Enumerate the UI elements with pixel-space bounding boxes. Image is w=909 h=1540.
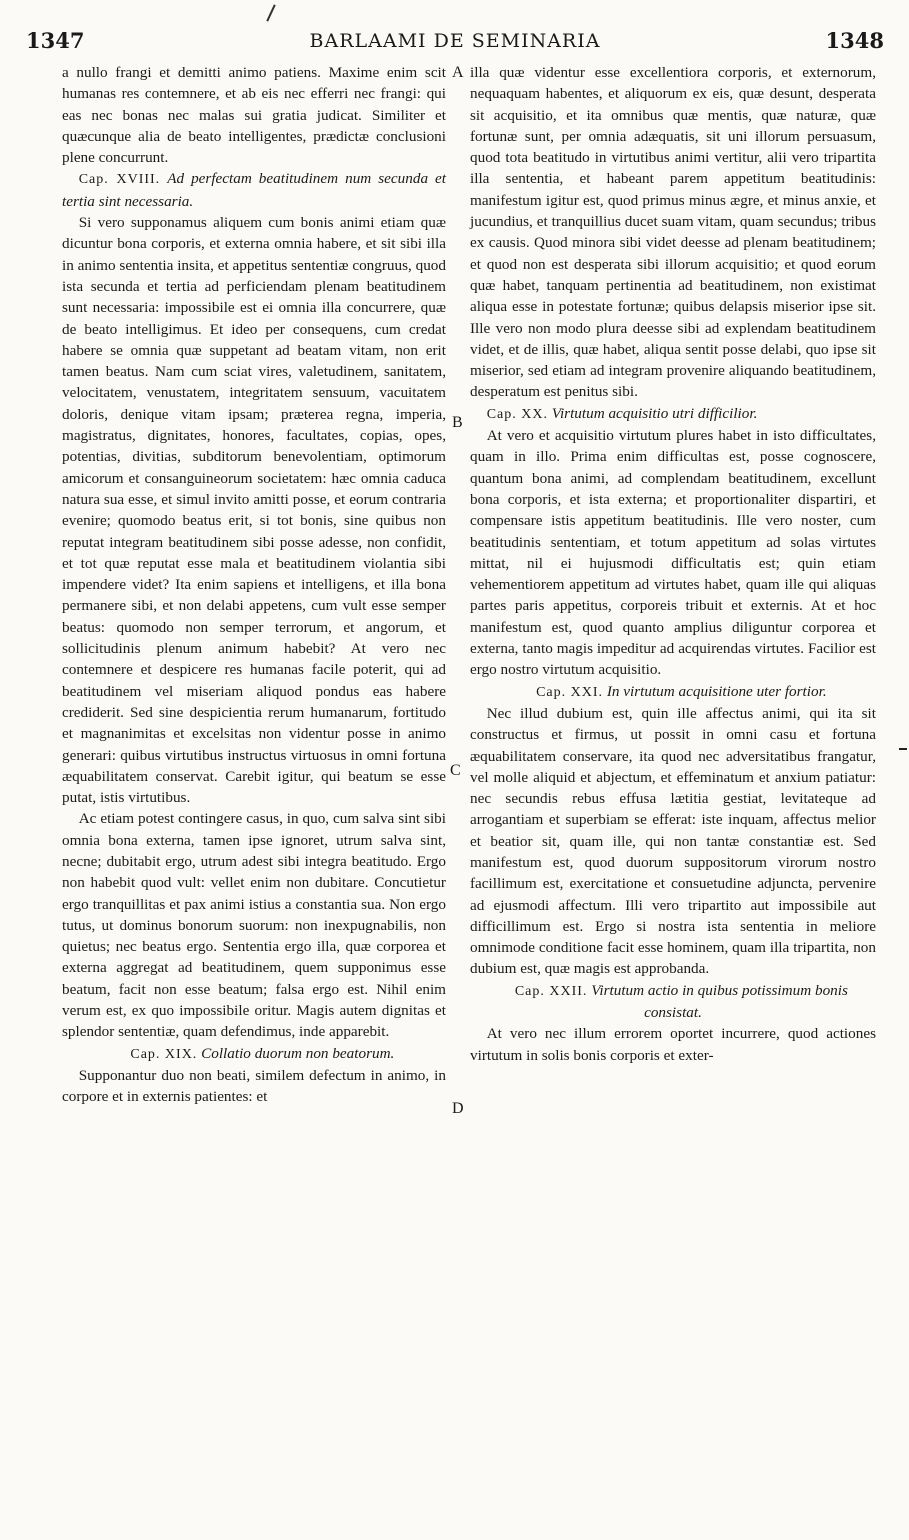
chapter-title: Virtutum actio in quibus potissimum bonis consistat. (591, 981, 848, 1022)
chapter-label: Cap. XXII. (514, 983, 588, 999)
margin-letter-b: B (452, 414, 463, 431)
margin-letter-d: D (452, 1100, 464, 1117)
chapter-title: Collatio duorum non beatorum. (201, 1044, 395, 1062)
paragraph: a nullo frangi et demitti animo patiens. Maxime enim scit humanas res contemnere, et ab eis nec efferri nec frangi: qui eas nec bonas nec malas sui gratia judicat. Similiter et quæcunque alia de beato intelligentes, prædictæ conclusioni plene concurrunt. (62, 64, 446, 167)
chapter-title: Virtutum acquisitio utri difficilior. (551, 404, 758, 422)
chapter-label: Cap. XIX. (130, 1046, 198, 1062)
chapter-label: Cap. XVIII. (78, 172, 161, 188)
right-column (470, 62, 876, 1066)
paragraph: At vero et acquisitio virtutum plures habet in isto difficultates, quam in illo. Prima enim difficultas est, posse cognoscere, quantum bona animi, ad complendam beatitudinem, excellunt bona corporis, et ista externa; et proportionaliter dispartiri, et compensare istis appetitum beatitudinis. Ille vero noster, cum beatitudinis sententiam, et totum appetitum ad solas virtutes mittat, nil ei hujusmodi difficultatis est; quin etiam vehementiorem appetitum ad virtutes habet, quam ille qui aliquas partes paris appetitus, corporeis tribuit et externis. At et hoc manifestum est, quod quanto amplius diliguntur corporea et externa, tanto magis impeditur ad acquirendas virtutes. Facilior est ergo nostro virtutum acquisitio. (470, 427, 876, 679)
margin-dash (899, 748, 907, 750)
paragraph: Si vero supponamus aliquem cum bonis animi etiam quæ dicuntur bona corporis, et externa omnia habere, et sit sibi illa in animo sententia insita, et appetitus sententiæ congruus, quod ista secunda et tertia ad perficiendam plenam beatitudinem sunt necessaria: impossibile est ei omnia illa concurrere, quæ de beato intelligimus. Et ideo per consequens, cum credat habere se omnia quæ suppetant ad beatam vitam, non erit tamen beatus. Nam cum sciat vires, valetudinem, sanitatem, velocitatem, venustatem, integritatem sensuum, vacuitatem doloris, denique vitam ipsam; præterea regna, imperia, magistratus, dignitates, honores, facultates, copias, opes, potentias, divitias, subditorum benevolentiam, optimorum amicorum et consanguineorum societatem: hæc omnia caduca natura sua esse, et simul invito amitti posse, et eorum contraria evenire; quomodo beatus erit, si tot bonis, sine quibus non reputat integram beatitudinem sibi posse adesse, non confidit, et tot quæ reputat esse mala et beatitudinem violantia sibi impendere videt? Ita enim sapiens et intelligens, et illa bona permanere sibi, et non delabi appetens, cum vult esse semper beatus: quomodo non semper terrorum, et angorum, et sollicitudinis plenum animum habebit? At vero nec contemnere et despicere res humanas facile poterit, qui ad beatitudinem vel miseriam aliquod pondus eas habere crediderit. Sed sine despicientia rerum humanarum, fortitudo et magnanimitas et excelsitas non videntur posse in animo generari: quibus virtutibus instructus virtuosus in omni fortuna æquabilitatem conservat. Carebit igitur, qui beatum se esse putat, istis virtutibus. (62, 214, 446, 807)
chapter-heading (470, 403, 876, 425)
page-number-left: 1347 (26, 28, 85, 53)
page-number-right: 1348 (825, 28, 884, 53)
chapter-label: Cap. XX. (486, 406, 548, 422)
paragraph: Ac etiam potest contingere casus, in quo, cum salva sint sibi omnia bona externa, tamen ipse ignoret, utrum salva sint, necne; dubitabit ergo, utrum adest sibi integra beatitudo. Ergo non habebit quod vult: vellet enim non dubitare. Concutietur ergo tranquillitas et pax animi istius a constantia sua. Non ergo tutus, ut dominus bonorum suorum: non inexpugnabilis, non quietus; nec beatus ergo. Sententia ergo illa, quæ corporea et externa aggregat ad beatitudinem, quem supponimus esse beatum, facit non esse beatum; falsa ergo est. Nihil enim verum est, ex quo impossibile oritur. Magis autem dignitas et splendor sententiæ, quam defendimus, inde apparebit. (62, 810, 446, 1041)
running-title: BARLAAMI DE SEMINARIA (309, 30, 601, 52)
page-header (26, 28, 884, 58)
pen-mark (266, 4, 275, 21)
chapter-heading (470, 980, 876, 1024)
paragraph: Supponantur duo non beati, similem defectum in animo, in corpore et in externis patientes: et (62, 1066, 446, 1106)
paragraph: illa quæ videntur esse excellentiora corporis, et externorum, nequaquam habentes, et aliquorum ex eis, quæ desunt, desperata sit acquisitio, et ita omnibus quæ mentis, quæ naturæ, quæ fortunæ sunt, per omnia adæquatis, sit uni illorum persuasum, quod tota beatitudo in virtutibus animi vertitur, alii vero tripartita illa sententia, et habeant parem appetitum beatitudinis: manifestum igitur est, quod primus minus ægre, et minus anxie, et jucundius, et tranquillius ducet suam vitam, quam secundus; tribus ex causis. Quod minora sibi videt deesse ad plenam beatitudinem; et quod non est desperata sibi illorum acquisitio; et quod eorum quæ habet, tanquam pertinentia ad beatitudinem, non existimat aliqua esse in potestate fortunæ; quibus delapsis miserior ipse sit. Ille vero non modo plura deesse sibi ad explendam beatitudinem videt, et de illis, quæ habet, aliqua sentit posse delabi, quo ipse sit miserior, sed etiam ad integram provenire aliquando beatitudinem, desperatum est penitus sibi. (470, 64, 876, 401)
paragraph: At vero nec illum errorem oportet incurrere, quod actiones virtutum in solis bonis corporis et exter- (470, 1025, 876, 1064)
chapter-heading (62, 1043, 446, 1065)
chapter-title: In virtutum acquisitione uter fortior. (606, 682, 827, 700)
margin-letter-c: C (450, 762, 461, 779)
chapter-label: Cap. XXI. (536, 684, 604, 700)
margin-letter-a: A (452, 64, 464, 81)
chapter-heading (470, 681, 876, 703)
paragraph: Nec illud dubium est, quin ille affectus animi, qui ita sit constructus et firmus, ut possit in omni casu et fortuna æquabilitatem conservare, ita quod nec adversitatibus frangatur, vel molle aliquid et abjectum, et effeminatum et anxium patiatur: nec secundis rebus effusa lætitia gestiat, levitateque ad arrogantiam et superbiam se efferat: iste inquam, affectus melior et beatior sit, quam ille, qui non tantæ constantiæ est. Sed manifestum est, quod duorum suppositorum virorum nostro facillimum est, exercitatione et consuetudine adjuncta, pervenire ad ejusmodi affectum. Illi vero tripartito aut impossibile aut difficillimum est. Ergo si nostra ista sententia in meliore omnimode conditione facit esse hominem, quam illa tripartita, non dubium est, quæ magis est approbanda. (470, 704, 876, 978)
chapter-title: Ad perfectam beatitudinem num secunda et tertia sint necessaria. (62, 170, 447, 210)
left-column (62, 62, 446, 1108)
chapter-heading (62, 168, 446, 212)
